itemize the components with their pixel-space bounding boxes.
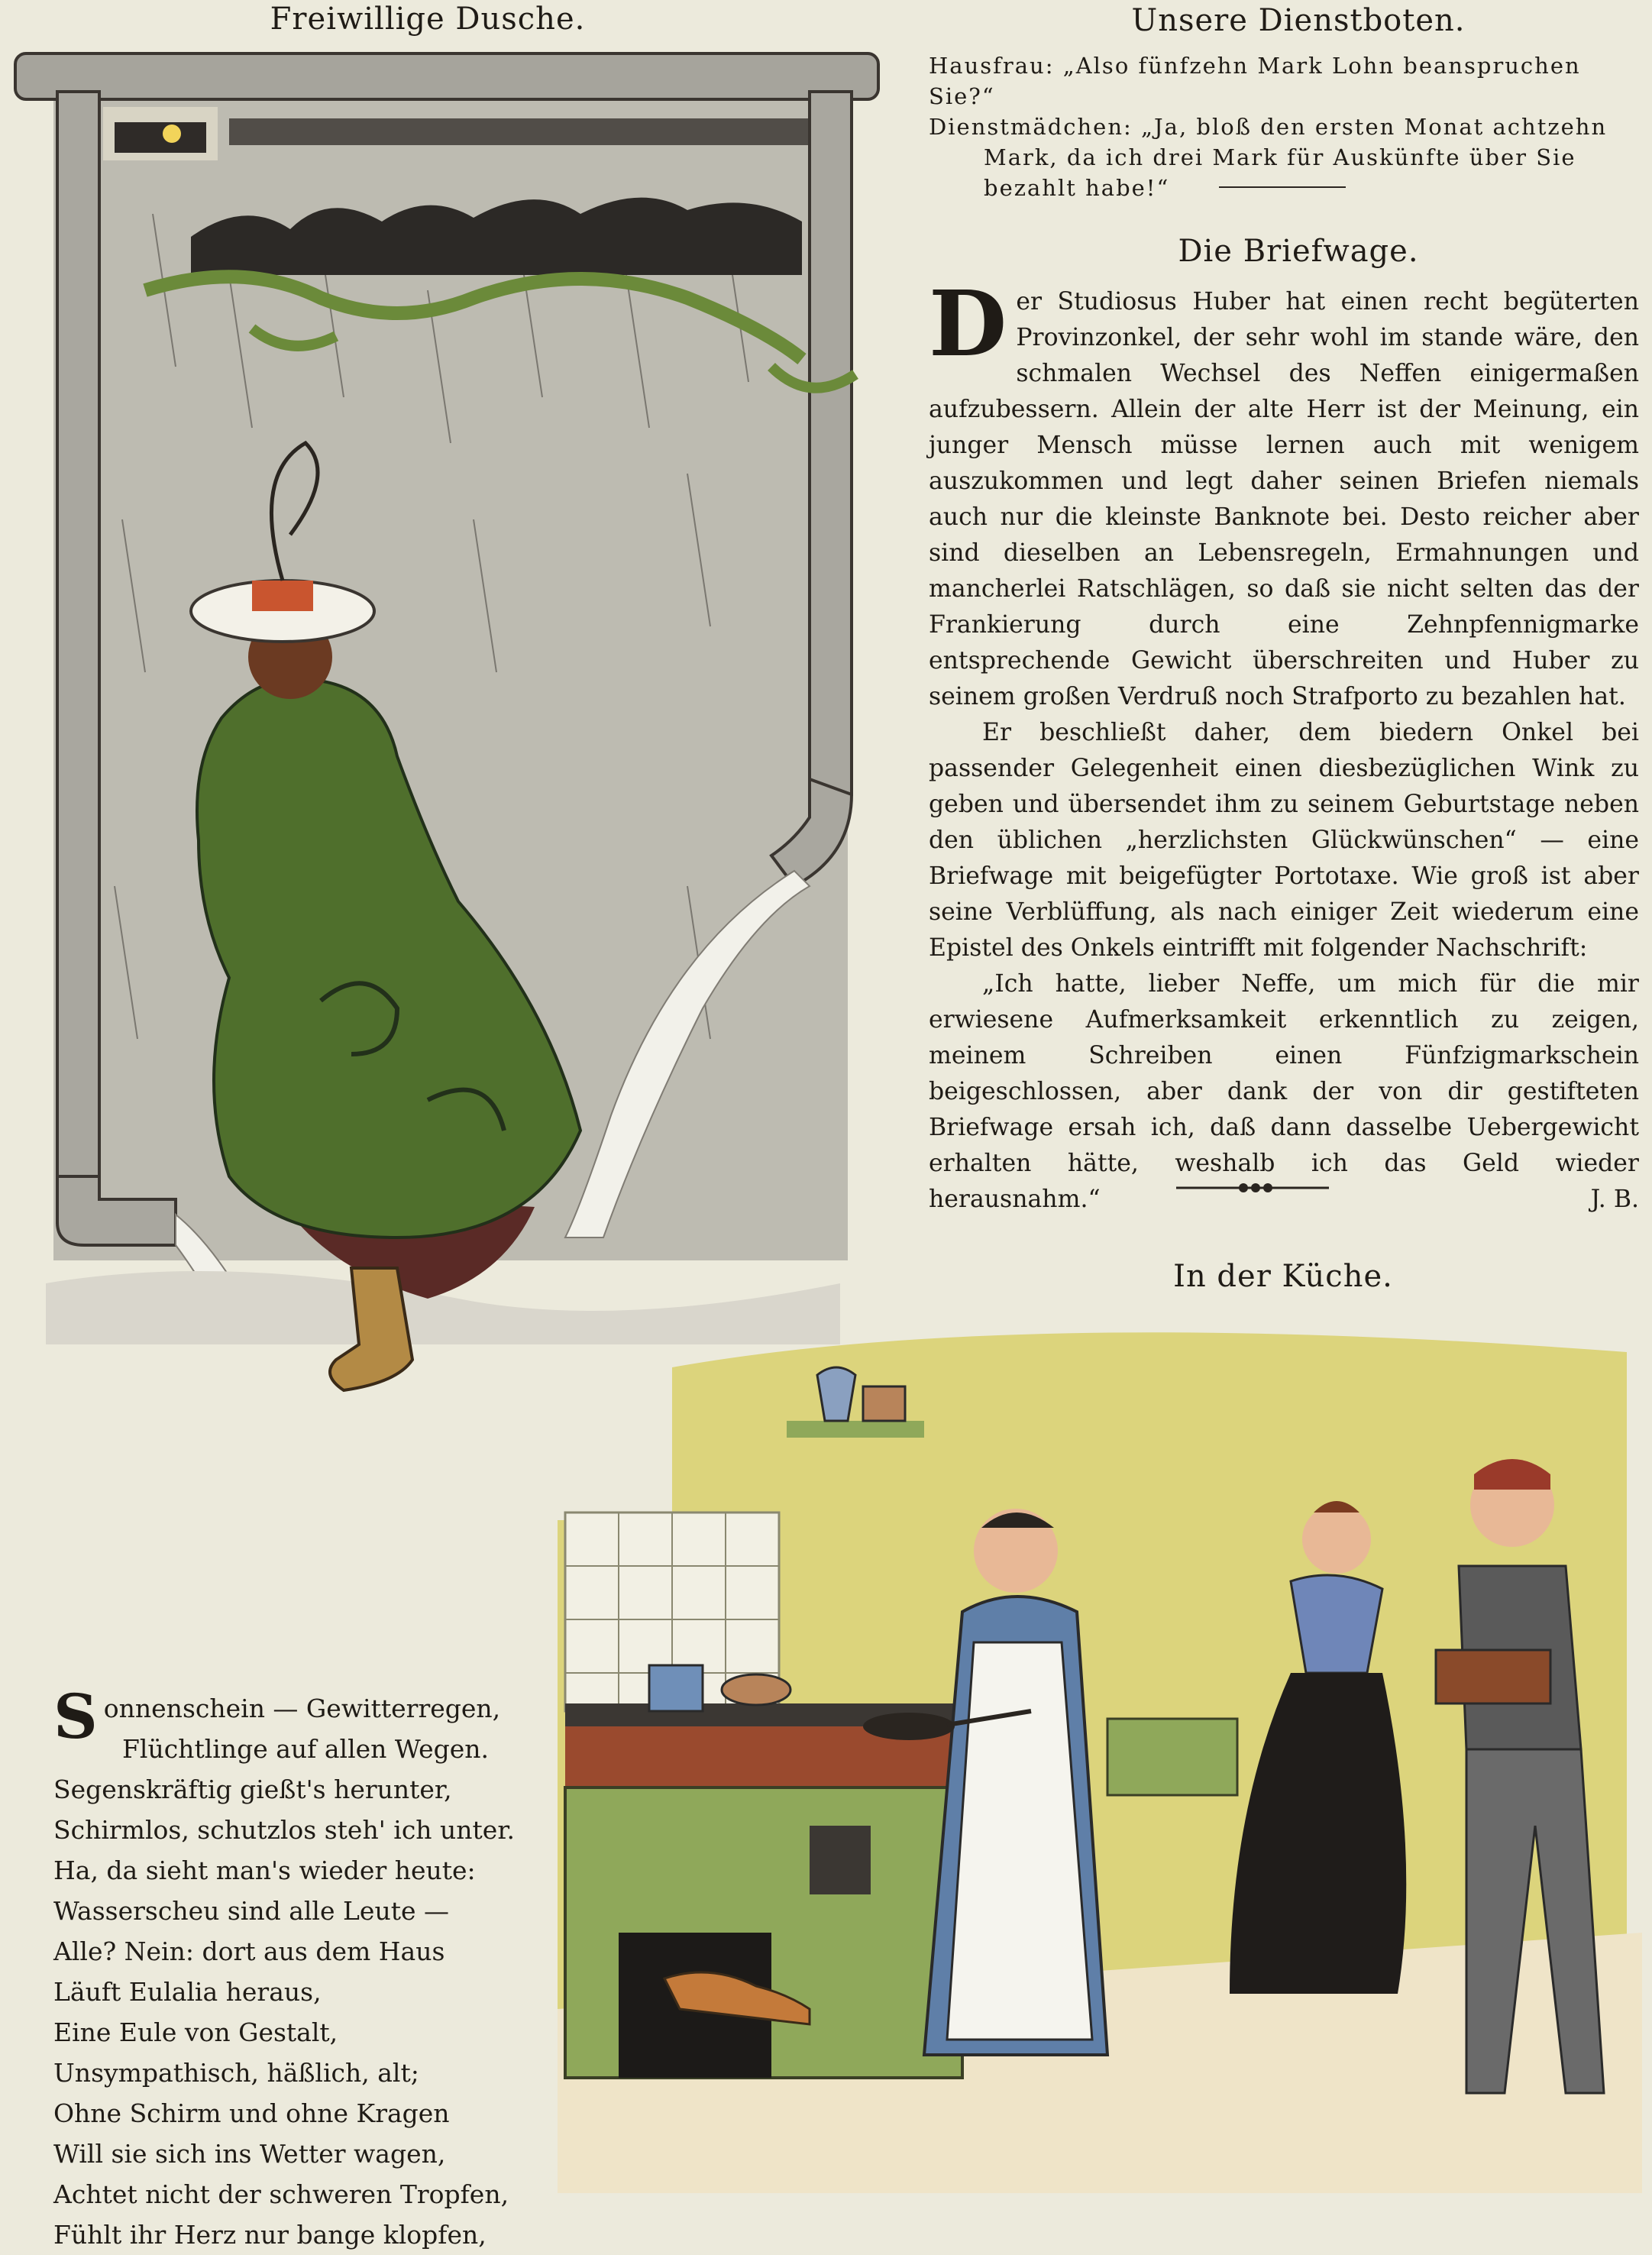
ornament-divider	[1176, 1176, 1329, 1199]
briefwage-story	[929, 270, 1639, 1218]
poem-line: Flüchtlinge auf allen Wegen.	[122, 1734, 490, 1764]
poem-line: Segenskräftig gießt's herunter,	[53, 1775, 452, 1804]
briefwage-paragraph-1: er Studiosus Huber hat einen recht begüterten Provinzonkel, der sehr wohl im stande wäre, den schmalen Wechsel des Neffen einigermaßen aufzubessern. Allein der alte Herr ist der Meinung, ein junger Mensch müsse lernen auch mit wenigem auszukommen und legt daher seinen Briefen niemals auch nur die kleinste Banknote bei. Desto reicher aber sind dieselben an Lebensregeln, Ermahnungen und mancherlei Ratschlägen, so daß sie nicht selten das der Frankierung durch eine Zehnpfennigmarke entsprechende Gewicht überschreiten und Huber zu seinem großen Verdruß noch Strafporto zu bezahlen hat.	[929, 288, 1639, 710]
poem-line: Eine Eule von Gestalt,	[53, 2017, 338, 2047]
poem-line: Fühlt ihr Herz nur bange klopfen,	[53, 2220, 487, 2250]
poem-line: Will sie sich ins Wetter wagen,	[53, 2139, 446, 2169]
title-unsere-dienstboten: Unsere Dienstboten.	[1131, 3, 1466, 38]
briefwage-paragraph-2: Er beschließt daher, dem biedern Onkel bei passender Gelegenheit einen diesbezüglichen Wink zu geben und übersendet ihm zu seinem Geburtstage neben den üblichen „herzlichsten Glückwünschen“ — eine Briefwage mit beigefügter Portotaxe. Wie groß ist aber seine Verblüffung, als nach einiger Zeit wiederum eine Epistel des Onkels eintrifft mit folgender Nachschrift:	[929, 719, 1639, 962]
dropcap-d: D	[929, 270, 1007, 377]
title-die-briefwage: Die Briefwage.	[1178, 234, 1419, 269]
poem-line: Achtet nicht der schweren Tropfen,	[53, 2179, 509, 2209]
poem-line: Unsympathisch, häßlich, alt;	[53, 2058, 419, 2088]
section-divider-short	[1219, 186, 1346, 188]
briefwage-paragraph-3: „Ich hatte, lieber Neffe, um mich für die mir erwiesene Aufmerksamkeit erkenntlich zu zeigen, meinem Schreiben einen Fünfzigmarkschein beigeschlossen, aber dank der von dir gestifteten Briefwage ersah ich, daß dann dasselbe Uebergewicht erhalten hätte, weshalb ich das Geld wieder herausnahm.“	[929, 970, 1639, 1213]
poem-line: Schirmlos, schutzlos steh' ich unter.	[53, 1815, 515, 1845]
title-in-der-kueche: In der Küche.	[1173, 1259, 1393, 1294]
dienstboten-dialogue	[929, 50, 1639, 203]
dialogue-line-hausfrau: Hausfrau: „Also fünfzehn Mark Lohn beanspruchen Sie?“	[929, 53, 1581, 109]
dialogue-line-end: bezahlt habe!“	[984, 175, 1170, 201]
poem-line: Ha, da sieht man's wieder heute:	[53, 1855, 476, 1885]
dialogue-line-dienstmaedchen: Dienstmädchen: „Ja, bloß den ersten Monat achtzehn	[929, 114, 1608, 140]
poem-line: Wasserscheu sind alle Leute —	[53, 1896, 449, 1926]
dialogue-line-continued: Mark, da ich drei Mark für Auskünfte über Sie	[984, 144, 1576, 170]
illustration-freiwillige-dusche	[0, 46, 886, 1535]
poem-sonnenschein	[53, 1681, 515, 2255]
poem-line: Läuft Eulalia heraus,	[53, 1977, 322, 2007]
cartoon-title-dusche: Freiwillige Dusche.	[270, 2, 586, 37]
illustration-in-der-kueche	[558, 1322, 1642, 2193]
poem-line: Alle? Nein: dort aus dem Haus	[53, 1936, 445, 1966]
poem-line: onnenschein — Gewitterregen,	[103, 1694, 501, 1723]
poem-line: Ohne Schirm und ohne Kragen	[53, 2098, 450, 2128]
author-signature: J. B.	[1590, 1186, 1639, 1213]
dropcap-s: S	[53, 1681, 98, 1752]
